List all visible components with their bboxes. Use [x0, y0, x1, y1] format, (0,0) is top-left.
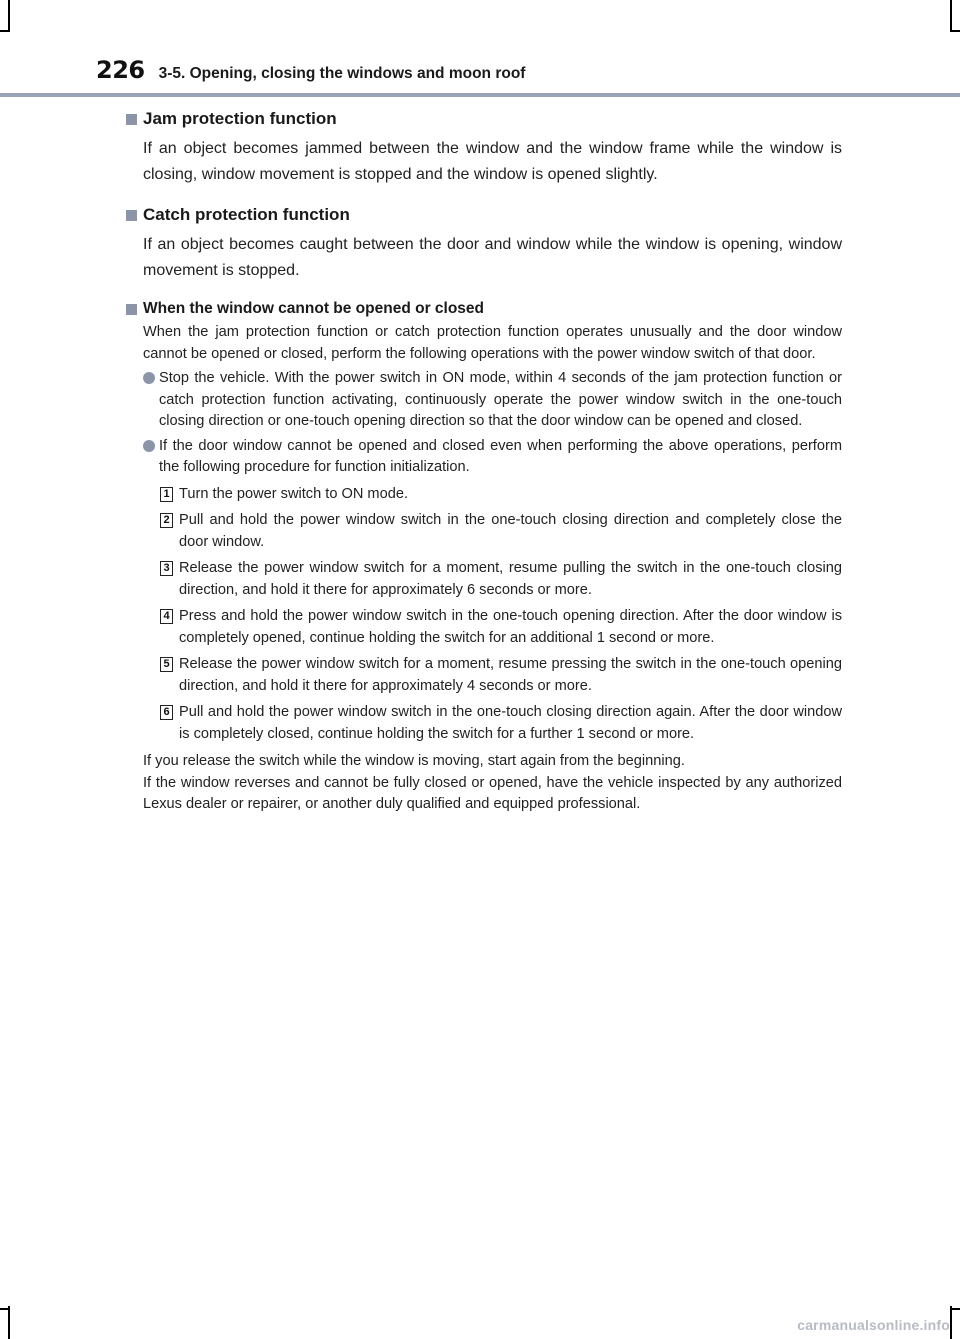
circle-bullet-icon [143, 372, 155, 384]
bullet-item [143, 436, 842, 479]
footnote: If the window reverses and cannot be fully closed or opened, have the vehicle inspected by any authorized Lexus dealer or repairer, or another duly qualified and equipped professional. [143, 774, 842, 812]
page-content [126, 106, 842, 816]
step-number-badge: 1 [160, 487, 173, 502]
page-header [96, 56, 896, 90]
heading-text: When the window cannot be opened or closed [143, 300, 485, 317]
step-text: Release the power window switch for a moment, resume pressing the switch in the one-touch opening direction, and hold it there for approximately 4 seconds or more. [179, 656, 842, 694]
section-heading-jam-protection [126, 106, 842, 132]
step-number-badge: 3 [160, 561, 173, 576]
section-heading-cannot-open-close [126, 298, 842, 320]
step-item [160, 510, 842, 553]
crop-mark-bottom-right-v [950, 1306, 952, 1339]
step-item [160, 606, 842, 649]
heading-text: Jam protection function [143, 109, 337, 128]
circle-bullet-icon [143, 440, 155, 452]
step-text: Pull and hold the power window switch in the one-touch closing direction again. After the door window is completely closed, continue holding the switch for a further 1 second or more. [179, 704, 842, 742]
step-text: Release the power window switch for a moment, resume pulling the switch in the one-touch closing direction, and hold it there for approximately 6 seconds or more. [179, 560, 842, 598]
square-bullet-icon [126, 114, 137, 125]
step-text: Pull and hold the power window switch in the one-touch closing direction and completely close the door window. [179, 512, 842, 550]
crop-mark-bottom-left-v [8, 1306, 10, 1339]
step-item [160, 558, 842, 601]
page-number: 226 [96, 56, 145, 84]
footnote: If you release the switch while the window is moving, start again from the beginning. [143, 753, 685, 769]
step-text: Press and hold the power window switch in the one-touch opening direction. After the door window is completely opened, continue holding the switch for an additional 1 second or more. [179, 608, 842, 646]
watermark: carmanualsonline.info [797, 1317, 950, 1333]
step-item [160, 654, 842, 697]
square-bullet-icon [126, 210, 137, 221]
crop-mark-top-left-h [0, 30, 10, 32]
step-number-badge: 5 [160, 657, 173, 672]
crop-mark-top-right-h [950, 30, 960, 32]
step-item [160, 702, 842, 745]
paragraph-cannot-open-close: When the jam protection function or catch protection function operates unusually and the door window cannot be opened or closed, perform the following operations with the power window switch of that door. [143, 324, 842, 362]
paragraph-jam-protection: If an object becomes jammed between the window and the window frame while the window is closing, window movement is stopped and the window is opened slightly. [143, 140, 842, 183]
section-title: 3-5. Opening, closing the windows and moon roof [158, 65, 526, 82]
step-item [160, 484, 842, 506]
step-number-badge: 2 [160, 513, 173, 528]
step-number-badge: 6 [160, 705, 173, 720]
header-rule [0, 93, 960, 97]
crop-mark-top-left-v [8, 0, 10, 32]
paragraph-catch-protection: If an object becomes caught between the door and window while the window is opening, window movement is stopped. [143, 236, 842, 279]
crop-mark-bottom-right-h [950, 1308, 960, 1310]
step-text: Turn the power switch to ON mode. [179, 485, 408, 502]
bullet-text: Stop the vehicle. With the power switch in ON mode, within 4 seconds of the jam protection function or catch protection function activating, continuously operate the power window switch in the one-touch closing direction or one-touch opening direction so that the door window can be opened and closed. [159, 370, 842, 429]
bullet-text: If the door window cannot be opened and closed even when performing the above operations, perform the following procedure for function initialization. [159, 437, 842, 475]
crop-mark-top-right-v [950, 0, 952, 32]
heading-text: Catch protection function [143, 205, 350, 224]
bullet-item [143, 368, 842, 433]
step-number-badge: 4 [160, 609, 173, 624]
square-bullet-icon [126, 304, 137, 315]
crop-mark-bottom-left-h [0, 1308, 10, 1310]
section-heading-catch-protection [126, 202, 842, 228]
